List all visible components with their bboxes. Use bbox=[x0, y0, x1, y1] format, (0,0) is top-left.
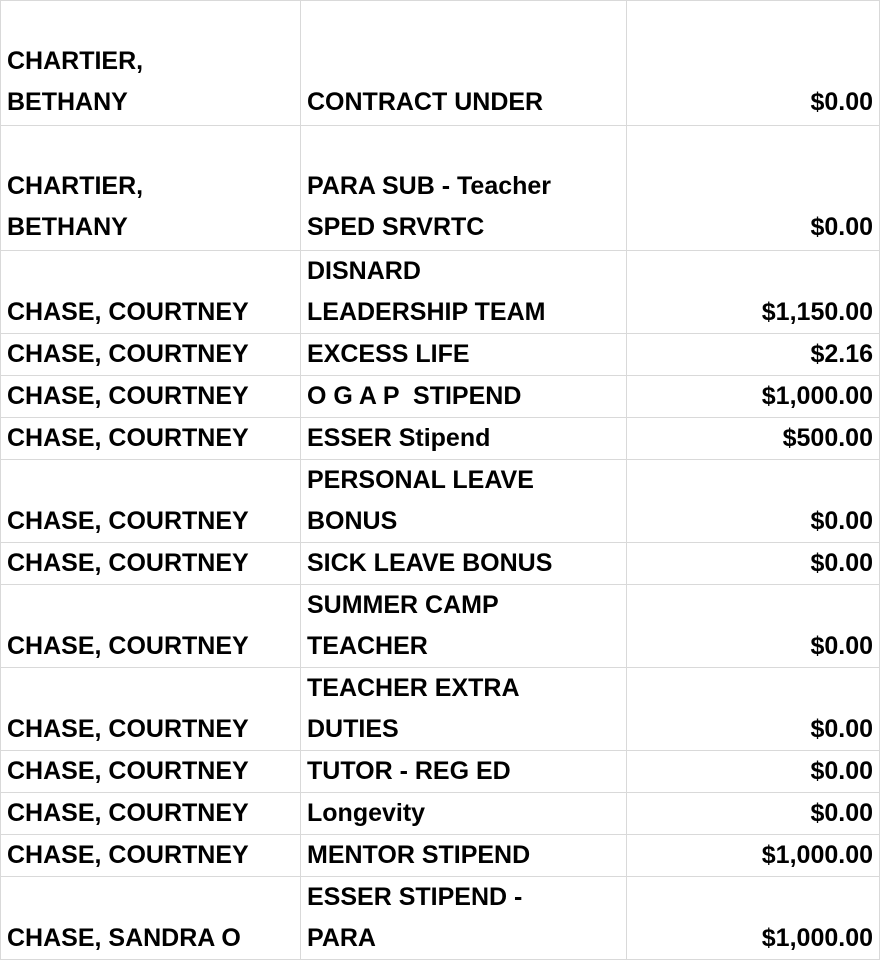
amount-cell: $0.00 bbox=[627, 543, 880, 585]
table-row bbox=[1, 668, 880, 751]
amount-cell: $0.00 bbox=[627, 751, 880, 793]
employee-name-cell: CHASE, COURTNEY bbox=[1, 835, 301, 877]
employee-name-cell: CHASE, COURTNEY bbox=[1, 376, 301, 418]
description-cell bbox=[301, 585, 627, 668]
table-row bbox=[1, 126, 880, 251]
employee-name-cell bbox=[1, 1, 301, 126]
employee-name-cell: CHASE, COURTNEY bbox=[1, 793, 301, 835]
table-row bbox=[1, 376, 880, 418]
employee-name-cell: CHASE, COURTNEY bbox=[1, 251, 301, 334]
table-row bbox=[1, 460, 880, 543]
employee-name-cell: CHASE, COURTNEY bbox=[1, 585, 301, 668]
employee-name-cell: CHASE, COURTNEY bbox=[1, 751, 301, 793]
table-row bbox=[1, 835, 880, 877]
description-cell: O G A P STIPEND bbox=[301, 376, 627, 418]
description-line: LEADERSHIP TEAM bbox=[307, 298, 546, 326]
description-line: ESSER STIPEND - bbox=[307, 883, 523, 911]
table-row bbox=[1, 1, 880, 126]
table-row bbox=[1, 418, 880, 460]
employee-name-cell: CHASE, COURTNEY bbox=[1, 460, 301, 543]
description-line: PARA bbox=[307, 924, 376, 952]
employee-name-cell: CHASE, COURTNEY bbox=[1, 668, 301, 751]
description-cell bbox=[301, 877, 627, 960]
amount-cell: $0.00 bbox=[627, 126, 880, 251]
description-cell: MENTOR STIPEND bbox=[301, 835, 627, 877]
amount-cell: $0.00 bbox=[627, 585, 880, 668]
table-row bbox=[1, 793, 880, 835]
description-line: DISNARD bbox=[307, 257, 421, 285]
description-line: PARA SUB - Teacher bbox=[307, 172, 552, 200]
employee-name-cell: CHASE, COURTNEY bbox=[1, 543, 301, 585]
table-row bbox=[1, 751, 880, 793]
description-cell bbox=[301, 1, 627, 126]
description-line: TEACHER bbox=[307, 632, 428, 660]
employee-name-cell: CHASE, COURTNEY bbox=[1, 418, 301, 460]
description-cell bbox=[301, 668, 627, 751]
employee-name-cell bbox=[1, 126, 301, 251]
amount-cell: $0.00 bbox=[627, 460, 880, 543]
description-line: BONUS bbox=[307, 507, 398, 535]
description-cell: EXCESS LIFE bbox=[301, 334, 627, 376]
description-cell: TUTOR - REG ED bbox=[301, 751, 627, 793]
table-row bbox=[1, 543, 880, 585]
description-cell bbox=[301, 126, 627, 251]
amount-cell: $1,000.00 bbox=[627, 376, 880, 418]
description-cell bbox=[301, 251, 627, 334]
description-line: PERSONAL LEAVE bbox=[307, 466, 534, 494]
table-row bbox=[1, 585, 880, 668]
description-line: CONTRACT UNDER bbox=[307, 88, 544, 116]
employee-name-line: BETHANY bbox=[7, 88, 128, 116]
employee-name-line: CHARTIER, bbox=[7, 47, 144, 75]
amount-cell: $0.00 bbox=[627, 668, 880, 751]
description-cell: SICK LEAVE BONUS bbox=[301, 543, 627, 585]
amount-cell: $1,000.00 bbox=[627, 835, 880, 877]
description-line: DUTIES bbox=[307, 715, 399, 743]
amount-cell: $500.00 bbox=[627, 418, 880, 460]
amount-cell: $0.00 bbox=[627, 793, 880, 835]
employee-name-line: BETHANY bbox=[7, 213, 128, 241]
amount-cell: $1,150.00 bbox=[627, 251, 880, 334]
amount-cell: $1,000.00 bbox=[627, 877, 880, 960]
description-cell bbox=[301, 460, 627, 543]
description-cell: Longevity bbox=[301, 793, 627, 835]
table-row bbox=[1, 251, 880, 334]
amount-cell: $0.00 bbox=[627, 1, 880, 126]
description-line: TEACHER EXTRA bbox=[307, 674, 520, 702]
table-row bbox=[1, 334, 880, 376]
employee-name-cell: CHASE, SANDRA O bbox=[1, 877, 301, 960]
employee-name-cell: CHASE, COURTNEY bbox=[1, 334, 301, 376]
description-line: SPED SRVRTC bbox=[307, 213, 485, 241]
description-cell: ESSER Stipend bbox=[301, 418, 627, 460]
description-line: SUMMER CAMP bbox=[307, 591, 499, 619]
table-row bbox=[1, 877, 880, 960]
employee-name-line: CHARTIER, bbox=[7, 172, 144, 200]
amount-cell: $2.16 bbox=[627, 334, 880, 376]
